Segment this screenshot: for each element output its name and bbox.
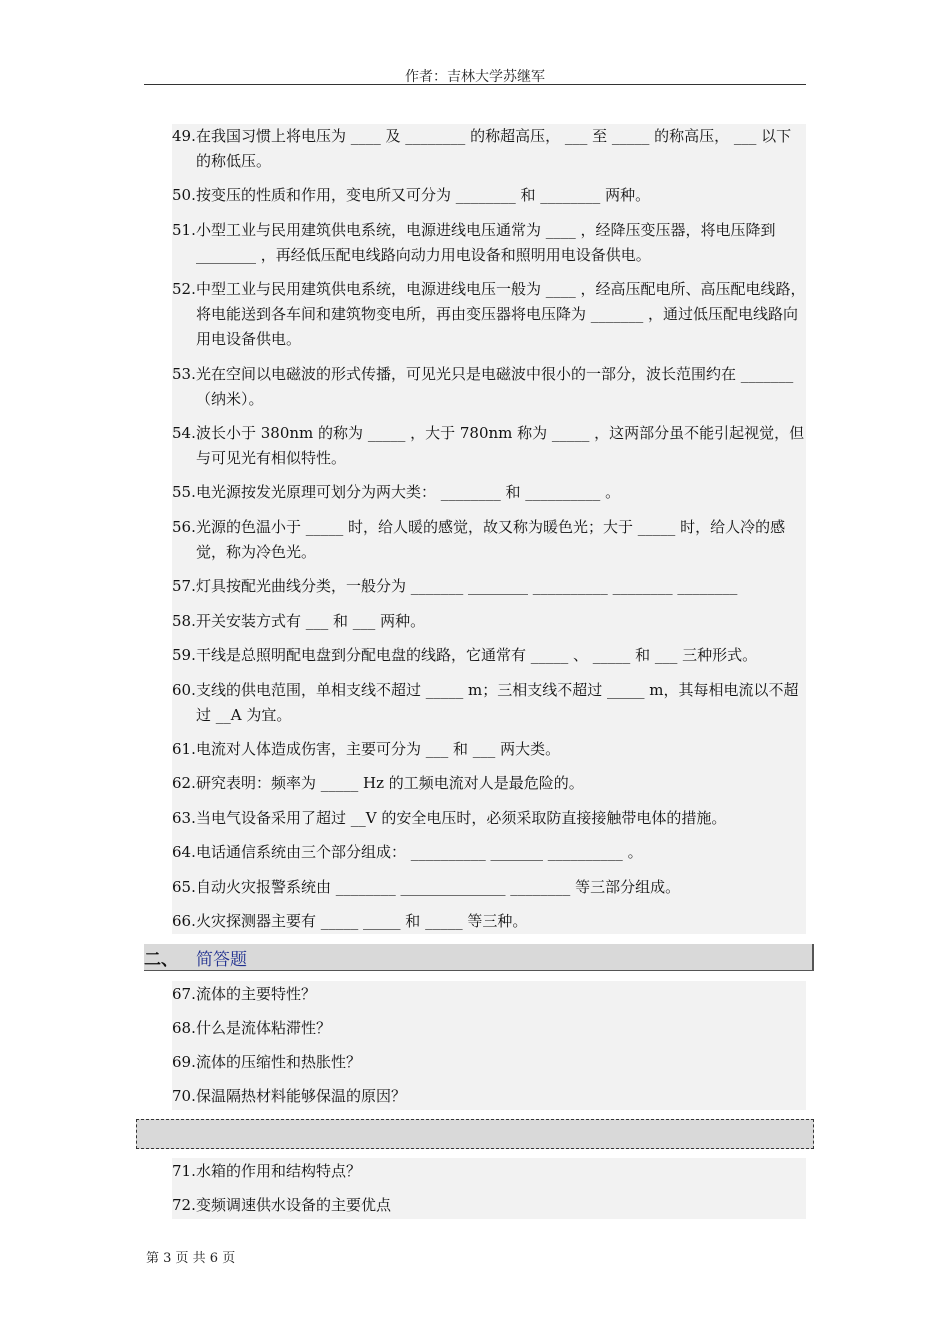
question-text: 在我国习惯上将电压为 ____ 及 ________ 的称超高压， ___ 至 _____ 的称高压， ___ 以下的称低压。 <box>196 127 792 170</box>
question-text: 当电气设备采用了超过 __V 的安全电压时，必须采取防直接接触带电体的措施。 <box>196 809 727 827</box>
question-52 <box>172 277 806 352</box>
question-number: 64. <box>172 843 196 861</box>
question-text: 小型工业与民用建筑供电系统，电源进线电压通常为 ____ ，经降压变压器，将电压降到 ________ ，再经低压配电线路向动力用电设备和照明用电设备供电。 <box>196 221 776 264</box>
question-number: 56. <box>172 518 196 536</box>
question-number: 61. <box>172 740 196 758</box>
question-51 <box>172 218 806 268</box>
question-number: 58. <box>172 612 196 630</box>
section-heading <box>144 944 814 971</box>
question-number: 66. <box>172 912 196 930</box>
question-number: 69. <box>172 1053 196 1071</box>
question-text: 光在空间以电磁波的形式传播，可见光只是电磁波中很小的一部分，波长范围约在 _______ （纳米）。 <box>196 365 794 408</box>
question-text: 电话通信系统由三个部分组成： __________ _______ __________ 。 <box>196 843 643 861</box>
question-69 <box>172 1050 806 1075</box>
question-54 <box>172 421 806 471</box>
question-text: 水箱的作用和结构特点？ <box>196 1162 362 1180</box>
question-text: 流体的主要特性？ <box>196 985 317 1003</box>
question-60 <box>172 678 806 728</box>
question-text: 波长小于 380nm 的称为 _____ ，大于 780nm 称为 _____ ，这两部分虽不能引起视觉，但与可见光有相似特性。 <box>196 424 805 467</box>
question-number: 57. <box>172 577 196 595</box>
question-number: 70. <box>172 1087 196 1105</box>
question-number: 65. <box>172 878 196 896</box>
question-text: 支线的供电范围，单相支线不超过 _____ m；三相支线不超过 _____ m，其每相电流以不超过 __A 为宜。 <box>196 681 799 724</box>
question-58 <box>172 609 806 634</box>
question-65 <box>172 875 806 900</box>
question-70 <box>172 1084 806 1109</box>
question-66 <box>172 909 806 934</box>
question-62 <box>172 771 806 796</box>
question-68 <box>172 1016 806 1041</box>
question-text: 自动火灾报警系统由 ________ ______________ ________ 等三部分组成。 <box>196 878 681 896</box>
question-number: 49. <box>172 127 196 145</box>
question-text: 流体的压缩性和热胀性？ <box>196 1053 362 1071</box>
question-text: 火灾探测器主要有 _____ _____ 和 _____ 等三种。 <box>196 912 528 930</box>
question-number: 67. <box>172 985 196 1003</box>
question-text: 保温隔热材料能够保温的原因？ <box>196 1087 407 1105</box>
question-text: 什么是流体粘滞性？ <box>196 1019 332 1037</box>
question-text: 电流对人体造成伤害，主要可分为 ___ 和 ___ 两大类。 <box>196 740 561 758</box>
question-55 <box>172 480 806 505</box>
question-61 <box>172 737 806 762</box>
section-title: 简答题 <box>196 950 247 970</box>
question-text: 中型工业与民用建筑供电系统，电源进线电压一般为 ____ ，经高压配电所、高压配电线路，将电能送到各车间和建筑物变电所，再由变压器将电压降为 _______ ，通过低压配电线路向用电设备供电。 <box>196 280 806 348</box>
question-text: 灯具按配光曲线分类，一般分为 _______ ________ __________ ________ ________ <box>196 577 738 595</box>
question-text: 研究表明：频率为 _____ Hz 的工频电流对人是最危险的。 <box>196 774 584 792</box>
question-72 <box>172 1193 806 1218</box>
question-text: 按变压的性质和作用，变电所又可分为 ________ 和 ________ 两种。 <box>196 186 651 204</box>
header-rule <box>144 84 806 85</box>
question-64 <box>172 840 806 865</box>
question-number: 63. <box>172 809 196 827</box>
question-number: 62. <box>172 774 196 792</box>
question-text: 电光源按发光原理可划分为两大类： ________ 和 __________ 。 <box>196 483 621 501</box>
section-number: 二、 <box>144 950 178 970</box>
question-53 <box>172 362 806 412</box>
question-text: 变频调速供水设备的主要优点 <box>196 1196 392 1214</box>
question-number: 51. <box>172 221 196 239</box>
page-footer: 第 3 页 共 6 页 <box>146 1251 236 1266</box>
question-text: 干线是总照明配电盘到分配电盘的线路，它通常有 _____ 、 _____ 和 ___ 三种形式。 <box>196 646 758 664</box>
question-71 <box>172 1159 806 1184</box>
question-number: 68. <box>172 1019 196 1037</box>
question-text: 光源的色温小于 _____ 时，给人暖的感觉，故又称为暖色光；大于 _____ 时，给人冷的感觉，称为冷色光。 <box>196 518 786 561</box>
question-number: 52. <box>172 280 196 298</box>
question-number: 55. <box>172 483 196 501</box>
page-header: 作者：吉林大学苏继军 <box>405 69 545 85</box>
question-number: 50. <box>172 186 196 204</box>
question-49 <box>172 124 806 174</box>
question-number: 71. <box>172 1162 196 1180</box>
question-63 <box>172 806 806 831</box>
question-59 <box>172 643 806 668</box>
question-number: 54. <box>172 424 196 442</box>
question-number: 72. <box>172 1196 196 1214</box>
question-67 <box>172 982 806 1007</box>
question-50 <box>172 183 806 208</box>
question-number: 59. <box>172 646 196 664</box>
question-number: 60. <box>172 681 196 699</box>
question-57 <box>172 574 806 599</box>
question-56 <box>172 515 806 565</box>
question-text: 开关安装方式有 ___ 和 ___ 两种。 <box>196 612 426 630</box>
blank-section-heading <box>136 1119 814 1149</box>
question-number: 53. <box>172 365 196 383</box>
